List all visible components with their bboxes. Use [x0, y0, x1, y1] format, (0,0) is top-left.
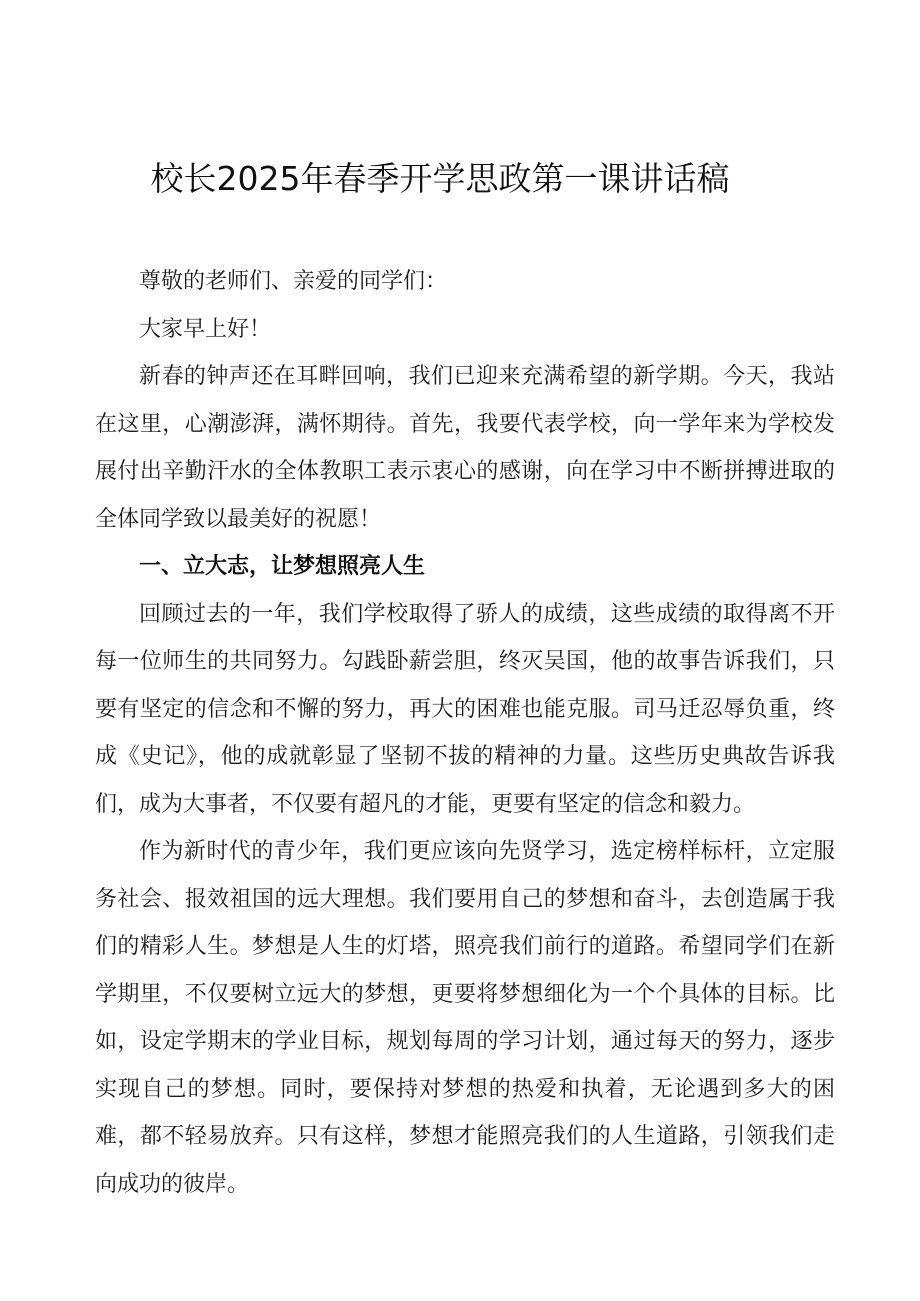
- document-body: [95, 258, 835, 1208]
- section-heading-1: 一、立大志，让梦想照亮人生: [139, 554, 426, 579]
- greeting: 大家早上好！: [139, 316, 272, 342]
- page-title: 校长2025年春季开学思政第一课讲话稿: [150, 159, 730, 198]
- paragraph-section1-1: 回顾过去的一年，我们学校取得了骄人的成绩，这些成绩的取得离不开每一位师生的共同努力。勾践卧薪尝胆，终灭吴国，他的故事告诉我们，只要有坚定的信念和不懈的努力，再大的困难也能克服。司马迁忍辱负重，终成《史记》，他的成就彰显了坚韧不拔的精神的力量。这些历史典故告诉我们，成为大事者，不仅要有超凡的才能，更要有坚定的信念和毅力。: [95, 601, 835, 817]
- paragraph-section1-2: 作为新时代的青少年，我们更应该向先贤学习，选定榜样标杆，立定服务社会、报效祖国的远大理想。我们要用自己的梦想和奋斗，去创造属于我们的精彩人生。梦想是人生的灯塔，照亮我们前行的道路。希望同学们在新学期里，不仅要树立远大的梦想，更要将梦想细化为一个个具体的目标。比如，设定学期末的学业目标，规划每周的学习计划，通过每天的努力，逐步实现自己的梦想。同时，要保持对梦想的热爱和执着，无论遇到多大的困难，都不轻易放弃。只有这样，梦想才能照亮我们的人生道路，引领我们走向成功的彼岸。: [95, 839, 835, 1197]
- salutation: 尊敬的老师们、亲爱的同学们：: [139, 269, 448, 294]
- paragraph-intro: 新春的钟声还在耳畔回响，我们已迎来充满希望的新学期。今天，我站在这里，心潮澎湃，满怀期待。首先，我要代表学校，向一学年来为学校发展付出辛勤汗水的全体教职工表示衷心的感谢，向在学习中不断拼搏进取的全体同学致以最美好的祝愿！: [95, 364, 835, 532]
